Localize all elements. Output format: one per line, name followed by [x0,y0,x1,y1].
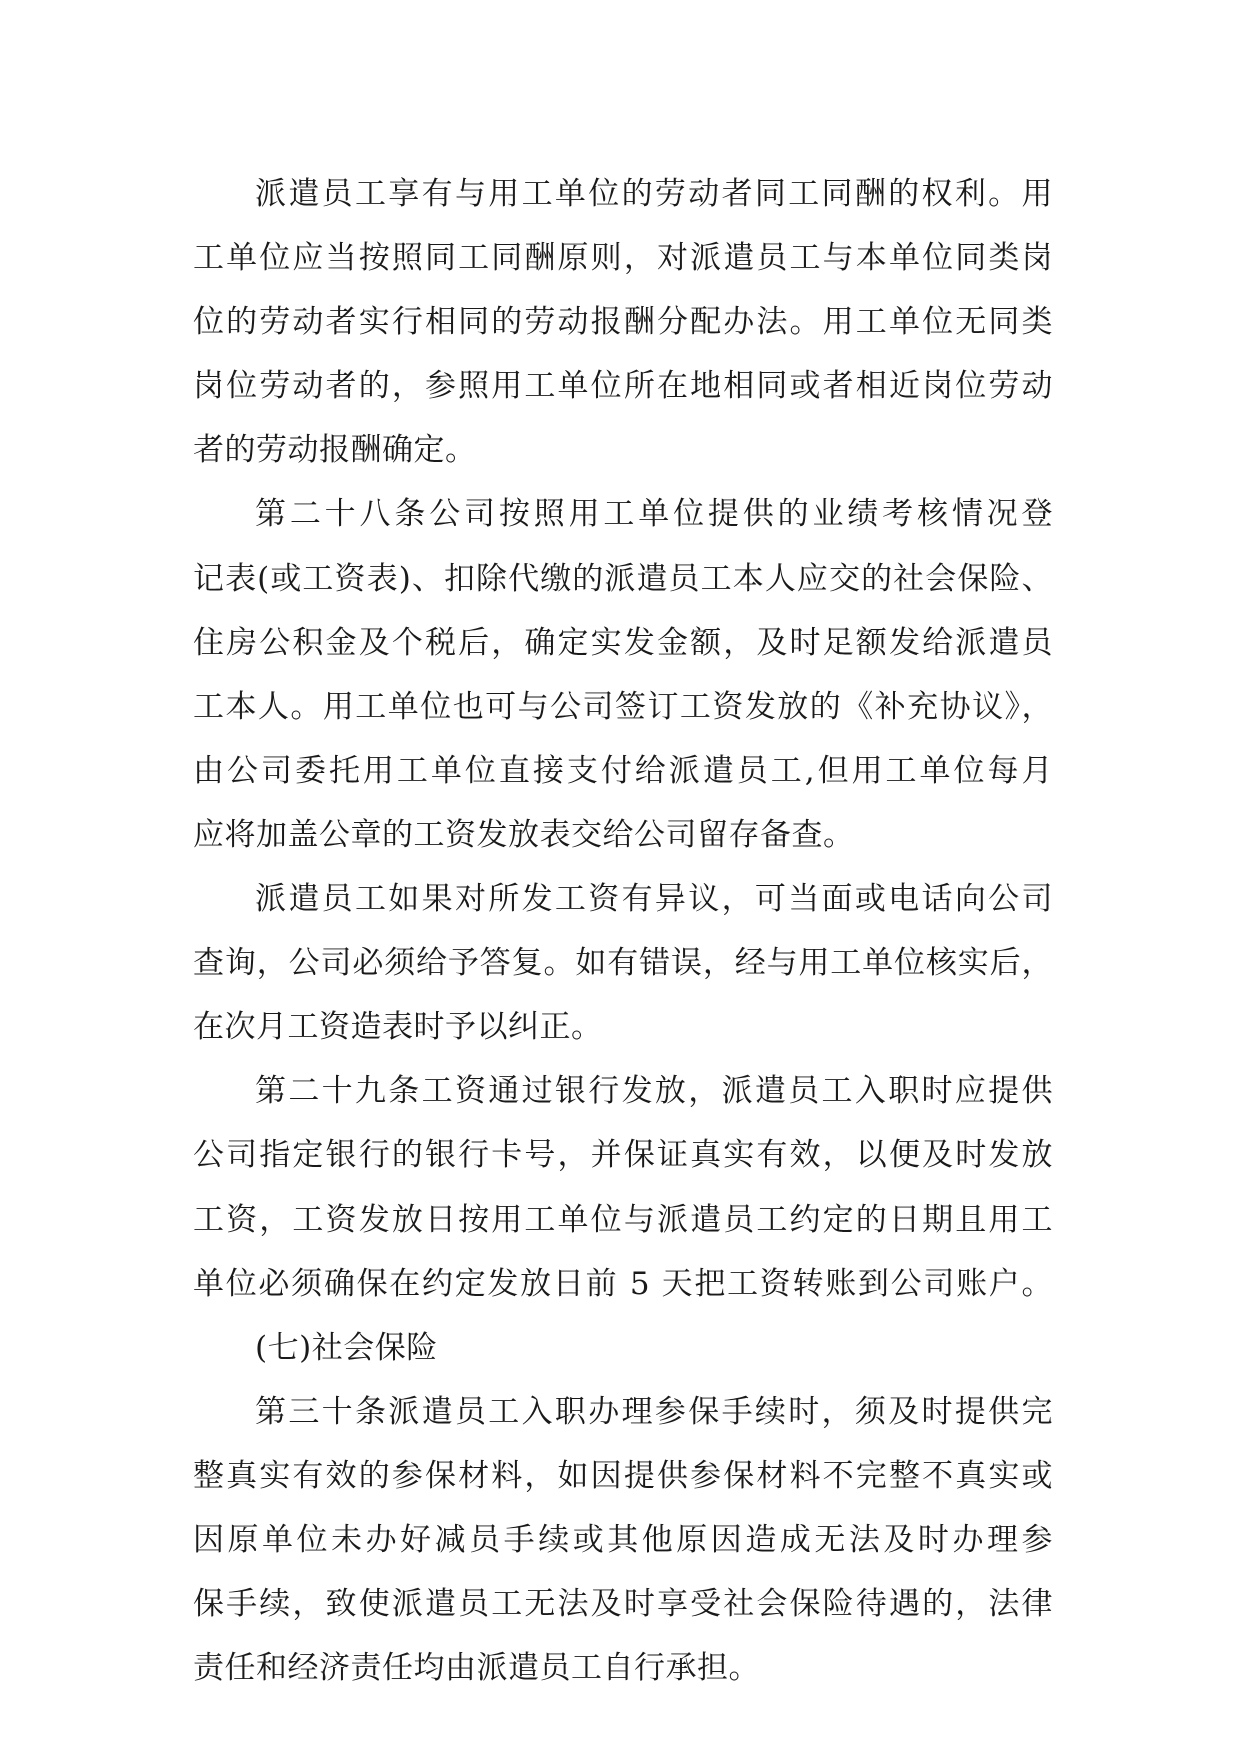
text-line: 保手续，致使派遣员工无法及时享受社会保险待遇的，法律 [193,1586,1053,1623]
text-line: (七)社会保险 [255,1329,438,1366]
text-line: 应将加盖公章的工资发放表交给公司留存备查。 [193,816,855,853]
text-line: 第二十八条公司按照用工单位提供的业绩考核情况登 [255,496,1053,533]
text-line: 第二十九条工资通过银行发放，派遣员工入职时应提供 [255,1073,1053,1110]
text-line: 在次月工资造表时予以纠正。 [193,1009,603,1046]
text-line: 记表(或工资表)、扣除代缴的派遣员工本人应交的社会保险、 [193,560,1053,597]
text-line: 者的劳动报酬确定。 [193,432,477,469]
text-line: 工单位应当按照同工同酬原则，对派遣员工与本单位同类岗 [193,240,1053,277]
section-heading [193,1316,1053,1380]
paragraph [193,482,1053,867]
text-line: 由公司委托用工单位直接支付给派遣员工,但用工单位每月 [193,752,1053,789]
text-line: 公司指定银行的银行卡号，并保证真实有效，以便及时发放 [193,1137,1053,1174]
body-text [193,162,1053,1700]
text-line: 查询，公司必须给予答复。如有错误，经与用工单位核实后， [193,945,1053,982]
paragraph [193,867,1053,1059]
text-line: 因原单位未办好减员手续或其他原因造成无法及时办理参 [193,1521,1053,1558]
paragraph [193,1380,1053,1700]
text-line: 第三十条派遣员工入职办理参保手续时，须及时提供完 [255,1393,1053,1430]
text-line: 住房公积金及个税后，确定实发金额，及时足额发给派遣员 [193,624,1053,661]
text-line: 工本人。用工单位也可与公司签订工资发放的《补充协议》， [193,688,1053,725]
text-line: 位的劳动者实行相同的劳动报酬分配办法。用工单位无同类 [193,304,1053,341]
paragraph [193,162,1053,482]
text-line: 整真实有效的参保材料，如因提供参保材料不完整不真实或 [193,1457,1053,1494]
text-line: 单位必须确保在约定发放日前 5 天把工资转账到公司账户。 [193,1265,1053,1302]
text-line: 派遣员工享有与用工单位的劳动者同工同酬的权利。用 [255,176,1053,212]
paragraph [193,1059,1053,1315]
text-line: 责任和经济责任均由派遣员工自行承担。 [193,1650,760,1687]
text-line: 岗位劳动者的，参照用工单位所在地相同或者相近岗位劳动 [193,368,1053,405]
text-line: 工资，工资发放日按用工单位与派遣员工约定的日期且用工 [193,1201,1053,1238]
text-line: 派遣员工如果对所发工资有异议，可当面或电话向公司 [255,881,1053,918]
